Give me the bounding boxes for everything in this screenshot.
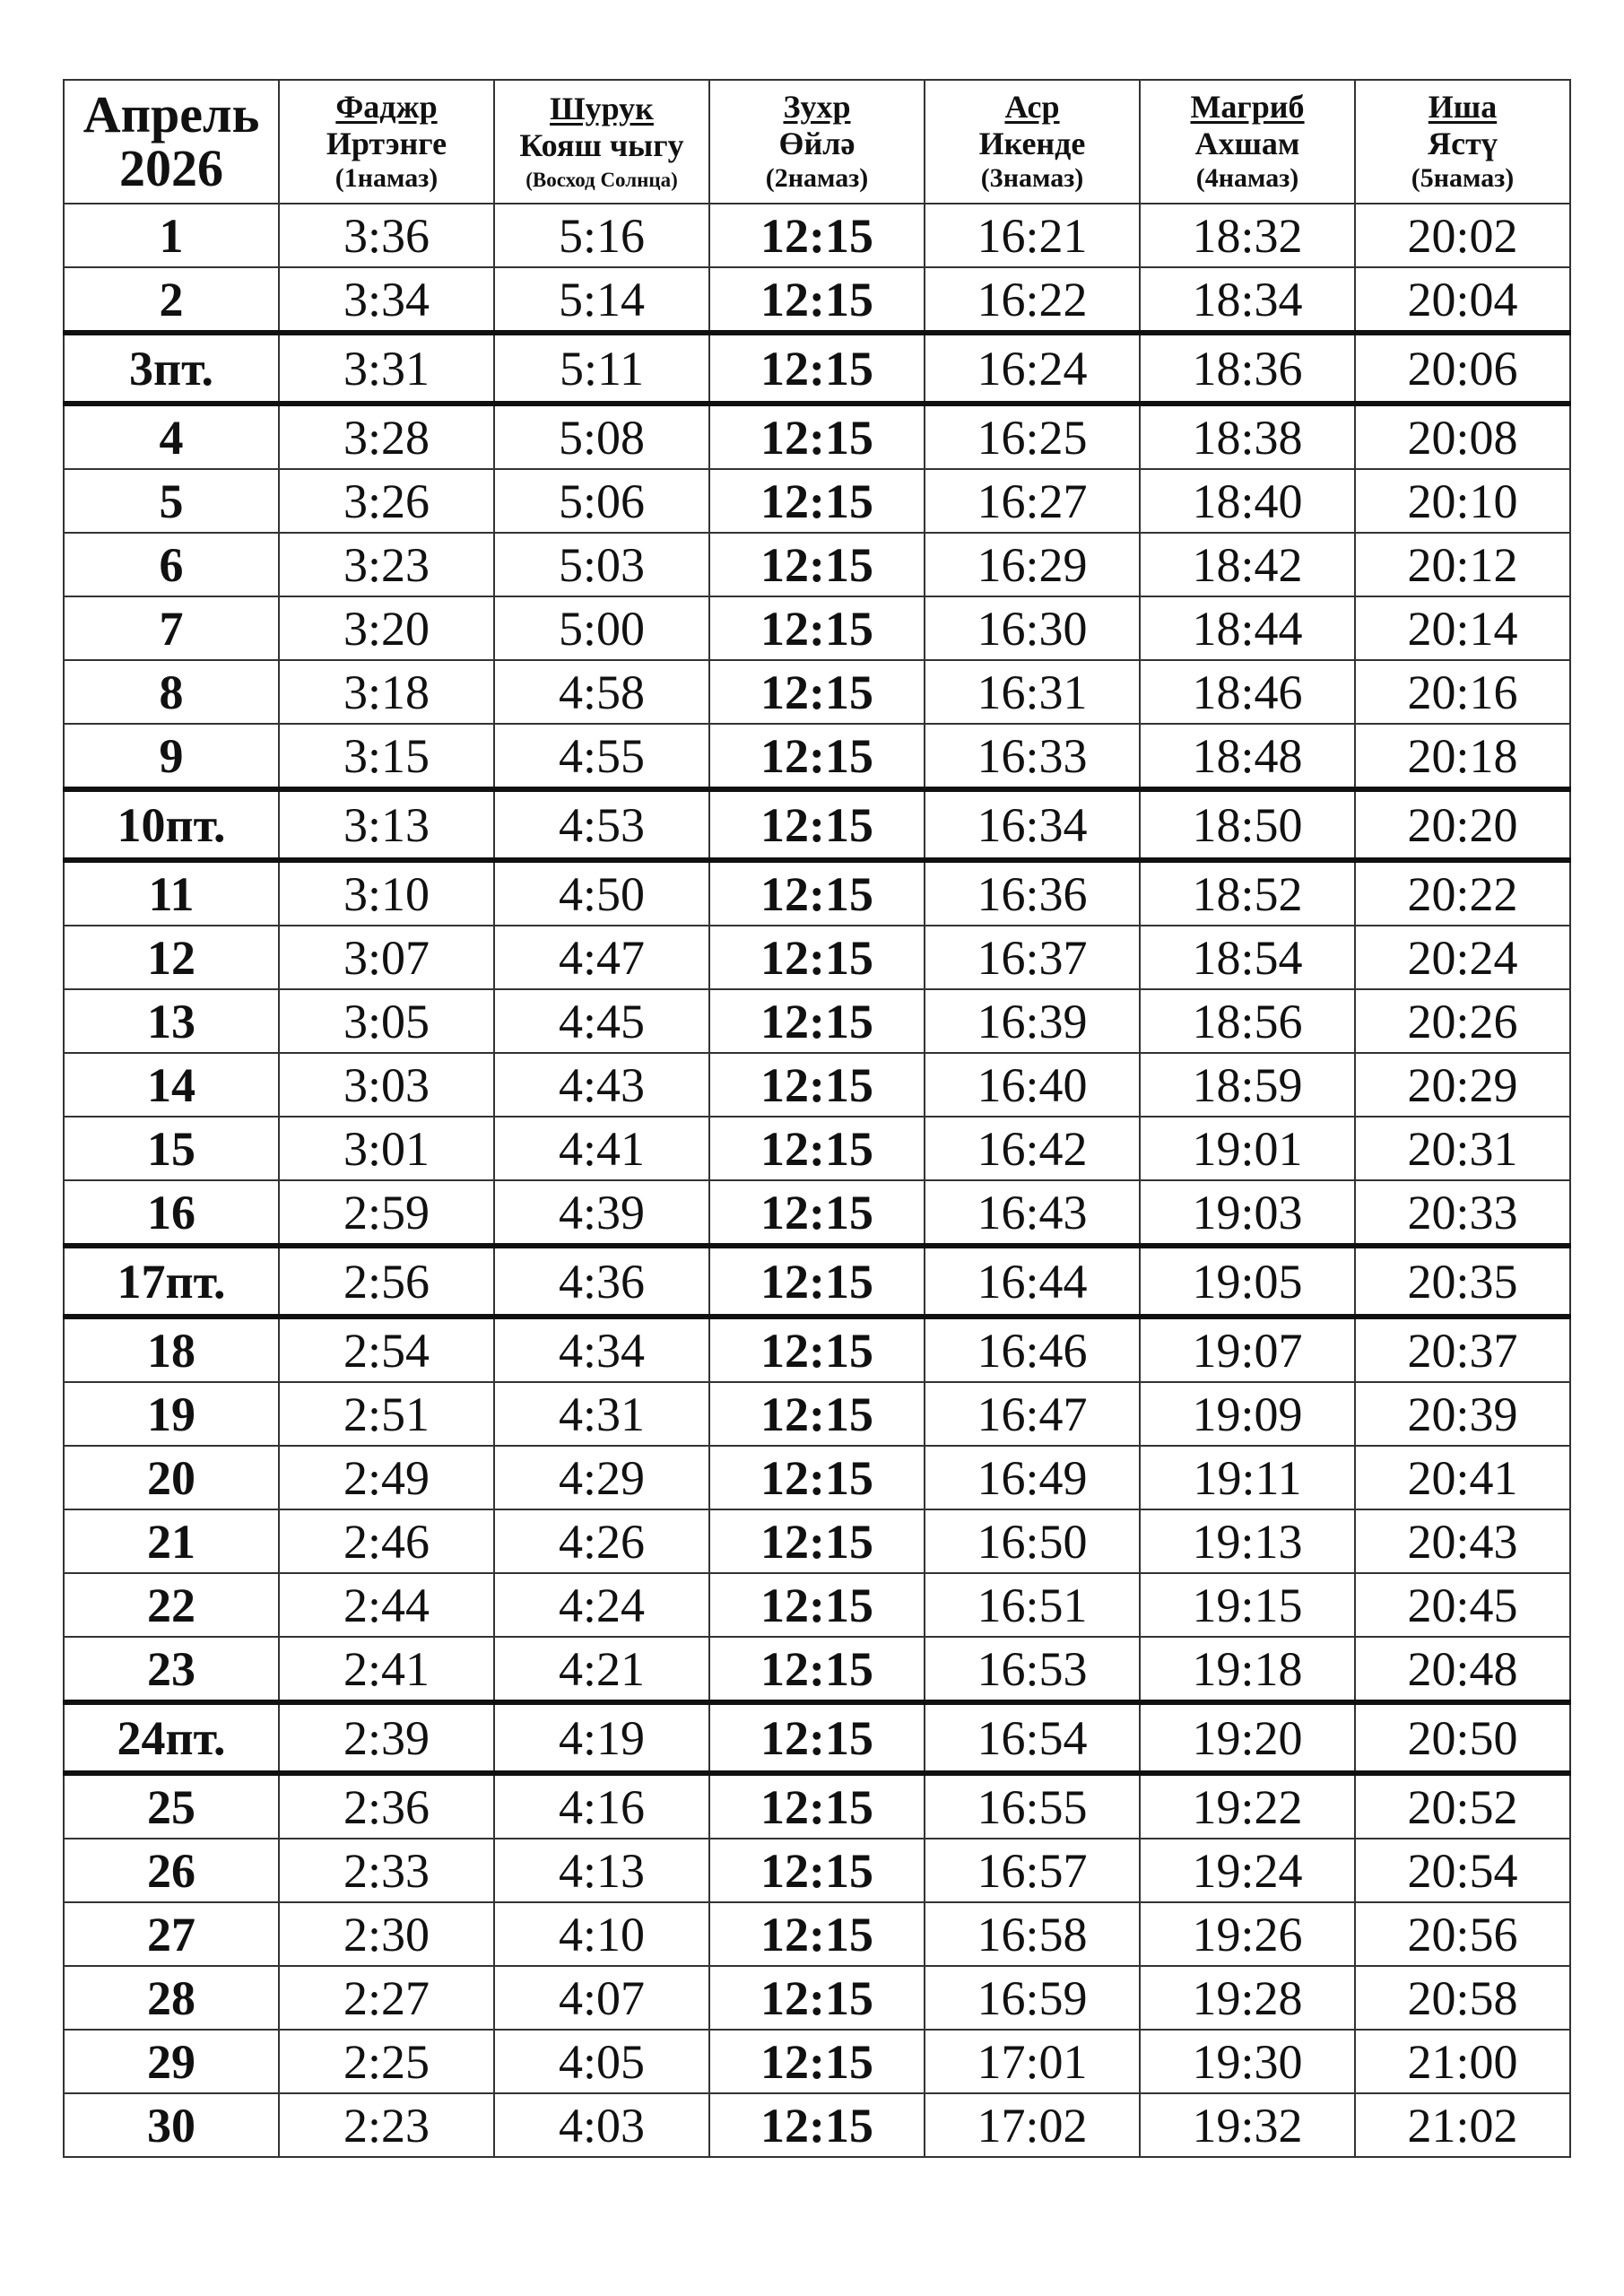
isha-time-cell: 20:56 [1355, 1902, 1570, 1966]
shuruk-time-cell: 5:11 [494, 333, 709, 404]
shuruk-time-cell: 4:05 [494, 2030, 709, 2093]
day-cell: 20 [64, 1446, 279, 1509]
prayer-name: Иша [1428, 89, 1498, 126]
maghrib-time-cell: 19:18 [1140, 1637, 1355, 1702]
asr-time-cell: 16:53 [925, 1637, 1140, 1702]
zuhr-time-cell: 12:15 [709, 1053, 925, 1117]
fajr-time-cell: 3:03 [279, 1053, 494, 1117]
table-header [64, 80, 1570, 204]
fajr-time-cell: 3:28 [279, 404, 494, 469]
asr-time-cell: 16:51 [925, 1573, 1140, 1637]
shuruk-time-cell: 4:29 [494, 1446, 709, 1509]
maghrib-time-cell: 18:34 [1140, 267, 1355, 333]
maghrib-time-cell: 18:38 [1140, 404, 1355, 469]
day-cell: 14 [64, 1053, 279, 1117]
fajr-time-cell: 2:59 [279, 1180, 494, 1246]
fajr-time-cell: 2:41 [279, 1637, 494, 1702]
isha-time-cell: 20:37 [1355, 1317, 1570, 1382]
fajr-time-cell: 2:51 [279, 1382, 494, 1446]
zuhr-time-cell: 12:15 [709, 860, 925, 926]
maghrib-time-cell: 19:20 [1140, 1702, 1355, 1773]
day-cell: 23 [64, 1637, 279, 1702]
shuruk-time-cell: 5:08 [494, 404, 709, 469]
table-row-friday [64, 333, 1570, 404]
day-cell: 21 [64, 1509, 279, 1573]
zuhr-time-cell: 12:15 [709, 1446, 925, 1509]
shuruk-time-cell: 5:14 [494, 267, 709, 333]
fajr-time-cell: 3:31 [279, 333, 494, 404]
maghrib-time-cell: 18:50 [1140, 789, 1355, 860]
table-row [64, 1773, 1570, 1839]
asr-time-cell: 16:49 [925, 1446, 1140, 1509]
isha-time-cell: 20:02 [1355, 204, 1570, 267]
day-cell: 25 [64, 1773, 279, 1839]
isha-time-cell: 20:52 [1355, 1773, 1570, 1839]
zuhr-time-cell: 12:15 [709, 724, 925, 789]
maghrib-time-cell: 18:42 [1140, 533, 1355, 596]
header-asr [925, 80, 1140, 204]
asr-time-cell: 17:01 [925, 2030, 1140, 2093]
day-cell: 5 [64, 469, 279, 533]
zuhr-time-cell: 12:15 [709, 926, 925, 989]
table-row [64, 596, 1570, 660]
maghrib-time-cell: 18:48 [1140, 724, 1355, 789]
isha-time-cell: 20:54 [1355, 1839, 1570, 1902]
isha-time-cell: 20:04 [1355, 267, 1570, 333]
asr-time-cell: 16:21 [925, 204, 1140, 267]
table-row [64, 1966, 1570, 2030]
isha-time-cell: 20:26 [1355, 989, 1570, 1053]
shuruk-time-cell: 4:41 [494, 1117, 709, 1180]
table-row [64, 1509, 1570, 1573]
isha-time-cell: 20:41 [1355, 1446, 1570, 1509]
day-cell: 28 [64, 1966, 279, 2030]
asr-time-cell: 16:29 [925, 533, 1140, 596]
zuhr-time-cell: 12:15 [709, 1902, 925, 1966]
asr-time-cell: 16:25 [925, 404, 1140, 469]
maghrib-time-cell: 19:03 [1140, 1180, 1355, 1246]
prayer-name: Магриб [1190, 89, 1305, 126]
day-cell: 1 [64, 204, 279, 267]
asr-time-cell: 16:39 [925, 989, 1140, 1053]
prayer-local-name: Икенде [978, 126, 1086, 162]
fajr-time-cell: 2:54 [279, 1317, 494, 1382]
asr-time-cell: 16:46 [925, 1317, 1140, 1382]
zuhr-time-cell: 12:15 [709, 1839, 925, 1902]
isha-time-cell: 20:39 [1355, 1382, 1570, 1446]
header-isha [1355, 80, 1570, 204]
table-row [64, 1902, 1570, 1966]
table-row [64, 989, 1570, 1053]
prayer-subtitle: (1намаз) [334, 163, 439, 194]
asr-time-cell: 16:27 [925, 469, 1140, 533]
table-body [64, 204, 1570, 2157]
shuruk-time-cell: 5:06 [494, 469, 709, 533]
maghrib-time-cell: 18:36 [1140, 333, 1355, 404]
zuhr-time-cell: 12:15 [709, 1573, 925, 1637]
maghrib-time-cell: 18:52 [1140, 860, 1355, 926]
shuruk-time-cell: 4:07 [494, 1966, 709, 2030]
asr-time-cell: 16:59 [925, 1966, 1140, 2030]
isha-time-cell: 20:48 [1355, 1637, 1570, 1702]
table-row [64, 2093, 1570, 2157]
table-row-friday [64, 789, 1570, 860]
zuhr-time-cell: 12:15 [709, 1509, 925, 1573]
zuhr-time-cell: 12:15 [709, 1180, 925, 1246]
zuhr-time-cell: 12:15 [709, 1966, 925, 2030]
isha-time-cell: 20:22 [1355, 860, 1570, 926]
header-fajr [279, 80, 494, 204]
zuhr-time-cell: 12:15 [709, 1246, 925, 1317]
month-label: Апрель [83, 84, 260, 144]
zuhr-time-cell: 12:15 [709, 789, 925, 860]
zuhr-time-cell: 12:15 [709, 2093, 925, 2157]
table-row [64, 1117, 1570, 1180]
table-row [64, 533, 1570, 596]
fajr-time-cell: 2:23 [279, 2093, 494, 2157]
table-row [64, 1446, 1570, 1509]
asr-time-cell: 16:57 [925, 1839, 1140, 1902]
fajr-time-cell: 2:30 [279, 1902, 494, 1966]
shuruk-time-cell: 4:16 [494, 1773, 709, 1839]
maghrib-time-cell: 19:28 [1140, 1966, 1355, 2030]
asr-time-cell: 16:31 [925, 660, 1140, 724]
fajr-time-cell: 3:20 [279, 596, 494, 660]
shuruk-time-cell: 4:39 [494, 1180, 709, 1246]
prayer-name: Шурук [550, 90, 654, 126]
fajr-time-cell: 2:33 [279, 1839, 494, 1902]
isha-time-cell: 20:43 [1355, 1509, 1570, 1573]
day-cell: 7 [64, 596, 279, 660]
fajr-time-cell: 3:23 [279, 533, 494, 596]
shuruk-time-cell: 5:00 [494, 596, 709, 660]
day-cell: 11 [64, 860, 279, 926]
fajr-time-cell: 3:13 [279, 789, 494, 860]
fajr-time-cell: 2:39 [279, 1702, 494, 1773]
table-row [64, 1637, 1570, 1702]
maghrib-time-cell: 19:32 [1140, 2093, 1355, 2157]
shuruk-time-cell: 4:03 [494, 2093, 709, 2157]
maghrib-time-cell: 19:30 [1140, 2030, 1355, 2093]
prayer-subtitle: (2намаз) [765, 163, 869, 194]
day-cell: 16 [64, 1180, 279, 1246]
table-row-friday [64, 1246, 1570, 1317]
asr-time-cell: 16:47 [925, 1382, 1140, 1446]
shuruk-time-cell: 4:55 [494, 724, 709, 789]
maghrib-time-cell: 19:05 [1140, 1246, 1355, 1317]
table-row [64, 2030, 1570, 2093]
zuhr-time-cell: 12:15 [709, 267, 925, 333]
isha-time-cell: 20:35 [1355, 1246, 1570, 1317]
prayer-subtitle: (5намаз) [1411, 163, 1515, 194]
day-cell: 10пт. [64, 789, 279, 860]
asr-time-cell: 16:55 [925, 1773, 1140, 1839]
asr-time-cell: 16:36 [925, 860, 1140, 926]
shuruk-time-cell: 4:19 [494, 1702, 709, 1773]
day-cell: 22 [64, 1573, 279, 1637]
fajr-time-cell: 3:01 [279, 1117, 494, 1180]
asr-time-cell: 16:30 [925, 596, 1140, 660]
fajr-time-cell: 2:25 [279, 2030, 494, 2093]
table-row-friday [64, 1702, 1570, 1773]
day-cell: 8 [64, 660, 279, 724]
zuhr-time-cell: 12:15 [709, 533, 925, 596]
shuruk-time-cell: 4:43 [494, 1053, 709, 1117]
day-cell: 9 [64, 724, 279, 789]
maghrib-time-cell: 19:26 [1140, 1902, 1355, 1966]
day-cell: 30 [64, 2093, 279, 2157]
fajr-time-cell: 3:10 [279, 860, 494, 926]
zuhr-time-cell: 12:15 [709, 1773, 925, 1839]
zuhr-time-cell: 12:15 [709, 404, 925, 469]
maghrib-time-cell: 19:24 [1140, 1839, 1355, 1902]
day-cell: 24пт. [64, 1702, 279, 1773]
isha-time-cell: 20:58 [1355, 1966, 1570, 2030]
asr-time-cell: 16:22 [925, 267, 1140, 333]
fajr-time-cell: 3:34 [279, 267, 494, 333]
maghrib-time-cell: 19:13 [1140, 1509, 1355, 1573]
isha-time-cell: 21:02 [1355, 2093, 1570, 2157]
table-row [64, 1839, 1570, 1902]
isha-time-cell: 20:29 [1355, 1053, 1570, 1117]
asr-time-cell: 16:42 [925, 1117, 1140, 1180]
table-row [64, 1053, 1570, 1117]
prayer-local-name: Ястү [1428, 126, 1498, 162]
isha-time-cell: 20:24 [1355, 926, 1570, 989]
maghrib-time-cell: 18:59 [1140, 1053, 1355, 1117]
prayer-timetable-sheet [63, 79, 1569, 2158]
fajr-time-cell: 2:56 [279, 1246, 494, 1317]
asr-time-cell: 16:50 [925, 1509, 1140, 1573]
day-cell: 13 [64, 989, 279, 1053]
day-cell: 3пт. [64, 333, 279, 404]
isha-time-cell: 21:00 [1355, 2030, 1570, 2093]
zuhr-time-cell: 12:15 [709, 1702, 925, 1773]
isha-time-cell: 20:16 [1355, 660, 1570, 724]
fajr-time-cell: 3:18 [279, 660, 494, 724]
day-cell: 15 [64, 1117, 279, 1180]
day-cell: 4 [64, 404, 279, 469]
fajr-time-cell: 2:36 [279, 1773, 494, 1839]
shuruk-time-cell: 4:45 [494, 989, 709, 1053]
day-cell: 12 [64, 926, 279, 989]
isha-time-cell: 20:20 [1355, 789, 1570, 860]
shuruk-time-cell: 4:34 [494, 1317, 709, 1382]
header-shuruk [494, 80, 709, 204]
day-cell: 26 [64, 1839, 279, 1902]
header-maghrib [1140, 80, 1355, 204]
shuruk-time-cell: 4:36 [494, 1246, 709, 1317]
fajr-time-cell: 3:15 [279, 724, 494, 789]
day-cell: 2 [64, 267, 279, 333]
maghrib-time-cell: 18:32 [1140, 204, 1355, 267]
table-row [64, 724, 1570, 789]
isha-time-cell: 20:45 [1355, 1573, 1570, 1637]
zuhr-time-cell: 12:15 [709, 989, 925, 1053]
zuhr-time-cell: 12:15 [709, 1117, 925, 1180]
shuruk-time-cell: 4:21 [494, 1637, 709, 1702]
month-year-header [64, 80, 279, 204]
prayer-subtitle: (3намаз) [980, 163, 1084, 194]
isha-time-cell: 20:14 [1355, 596, 1570, 660]
prayer-name: Зухр [783, 89, 851, 126]
asr-time-cell: 16:33 [925, 724, 1140, 789]
day-cell: 19 [64, 1382, 279, 1446]
fajr-time-cell: 2:49 [279, 1446, 494, 1509]
prayer-local-name: Ахшам [1194, 126, 1300, 162]
maghrib-time-cell: 18:54 [1140, 926, 1355, 989]
table-row [64, 469, 1570, 533]
isha-time-cell: 20:10 [1355, 469, 1570, 533]
shuruk-time-cell: 4:31 [494, 1382, 709, 1446]
isha-time-cell: 20:06 [1355, 333, 1570, 404]
asr-time-cell: 16:37 [925, 926, 1140, 989]
prayer-times-table [63, 79, 1571, 2158]
asr-time-cell: 17:02 [925, 2093, 1140, 2157]
zuhr-time-cell: 12:15 [709, 1637, 925, 1702]
shuruk-time-cell: 4:10 [494, 1902, 709, 1966]
table-row [64, 404, 1570, 469]
fajr-time-cell: 3:36 [279, 204, 494, 267]
prayer-local-name: Кояш чыгу [519, 126, 684, 163]
asr-time-cell: 16:44 [925, 1246, 1140, 1317]
zuhr-time-cell: 12:15 [709, 204, 925, 267]
table-row [64, 267, 1570, 333]
asr-time-cell: 16:43 [925, 1180, 1140, 1246]
fajr-time-cell: 3:05 [279, 989, 494, 1053]
zuhr-time-cell: 12:15 [709, 2030, 925, 2093]
day-cell: 18 [64, 1317, 279, 1382]
maghrib-time-cell: 19:07 [1140, 1317, 1355, 1382]
header-zuhr [709, 80, 925, 204]
maghrib-time-cell: 19:15 [1140, 1573, 1355, 1637]
maghrib-time-cell: 18:44 [1140, 596, 1355, 660]
asr-time-cell: 16:34 [925, 789, 1140, 860]
fajr-time-cell: 3:07 [279, 926, 494, 989]
table-row [64, 1180, 1570, 1246]
isha-time-cell: 20:50 [1355, 1702, 1570, 1773]
asr-time-cell: 16:24 [925, 333, 1140, 404]
shuruk-time-cell: 4:47 [494, 926, 709, 989]
day-cell: 17пт. [64, 1246, 279, 1317]
shuruk-time-cell: 4:50 [494, 860, 709, 926]
maghrib-time-cell: 18:46 [1140, 660, 1355, 724]
shuruk-time-cell: 4:24 [494, 1573, 709, 1637]
fajr-time-cell: 3:26 [279, 469, 494, 533]
isha-time-cell: 20:12 [1355, 533, 1570, 596]
fajr-time-cell: 2:27 [279, 1966, 494, 2030]
prayer-subtitle: (4намаз) [1195, 163, 1299, 194]
maghrib-time-cell: 18:40 [1140, 469, 1355, 533]
isha-time-cell: 20:33 [1355, 1180, 1570, 1246]
header-row [64, 80, 1570, 204]
zuhr-time-cell: 12:15 [709, 1382, 925, 1446]
maghrib-time-cell: 19:22 [1140, 1773, 1355, 1839]
shuruk-time-cell: 4:13 [494, 1839, 709, 1902]
shuruk-time-cell: 5:03 [494, 533, 709, 596]
zuhr-time-cell: 12:15 [709, 1317, 925, 1382]
prayer-name: Фаджр [335, 89, 438, 126]
prayer-local-name: Иртэнге [326, 126, 447, 162]
fajr-time-cell: 2:44 [279, 1573, 494, 1637]
table-row [64, 860, 1570, 926]
shuruk-time-cell: 4:58 [494, 660, 709, 724]
zuhr-time-cell: 12:15 [709, 469, 925, 533]
table-row [64, 1382, 1570, 1446]
isha-time-cell: 20:31 [1355, 1117, 1570, 1180]
table-row [64, 1317, 1570, 1382]
zuhr-time-cell: 12:15 [709, 333, 925, 404]
table-row [64, 204, 1570, 267]
zuhr-time-cell: 12:15 [709, 660, 925, 724]
day-cell: 6 [64, 533, 279, 596]
table-row [64, 660, 1570, 724]
maghrib-time-cell: 19:11 [1140, 1446, 1355, 1509]
isha-time-cell: 20:08 [1355, 404, 1570, 469]
shuruk-time-cell: 5:16 [494, 204, 709, 267]
zuhr-time-cell: 12:15 [709, 596, 925, 660]
table-row [64, 926, 1570, 989]
shuruk-time-cell: 4:53 [494, 789, 709, 860]
shuruk-time-cell: 4:26 [494, 1509, 709, 1573]
maghrib-time-cell: 19:09 [1140, 1382, 1355, 1446]
day-cell: 29 [64, 2030, 279, 2093]
fajr-time-cell: 2:46 [279, 1509, 494, 1573]
maghrib-time-cell: 19:01 [1140, 1117, 1355, 1180]
isha-time-cell: 20:18 [1355, 724, 1570, 789]
day-cell: 27 [64, 1902, 279, 1966]
prayer-name: Аср [1004, 89, 1060, 126]
asr-time-cell: 16:54 [925, 1702, 1140, 1773]
maghrib-time-cell: 18:56 [1140, 989, 1355, 1053]
year-label: 2026 [119, 139, 223, 197]
table-row [64, 1573, 1570, 1637]
prayer-local-name: Өйлә [778, 126, 855, 162]
asr-time-cell: 16:58 [925, 1902, 1140, 1966]
prayer-subtitle: (Восход Солнца) [525, 169, 678, 192]
asr-time-cell: 16:40 [925, 1053, 1140, 1117]
